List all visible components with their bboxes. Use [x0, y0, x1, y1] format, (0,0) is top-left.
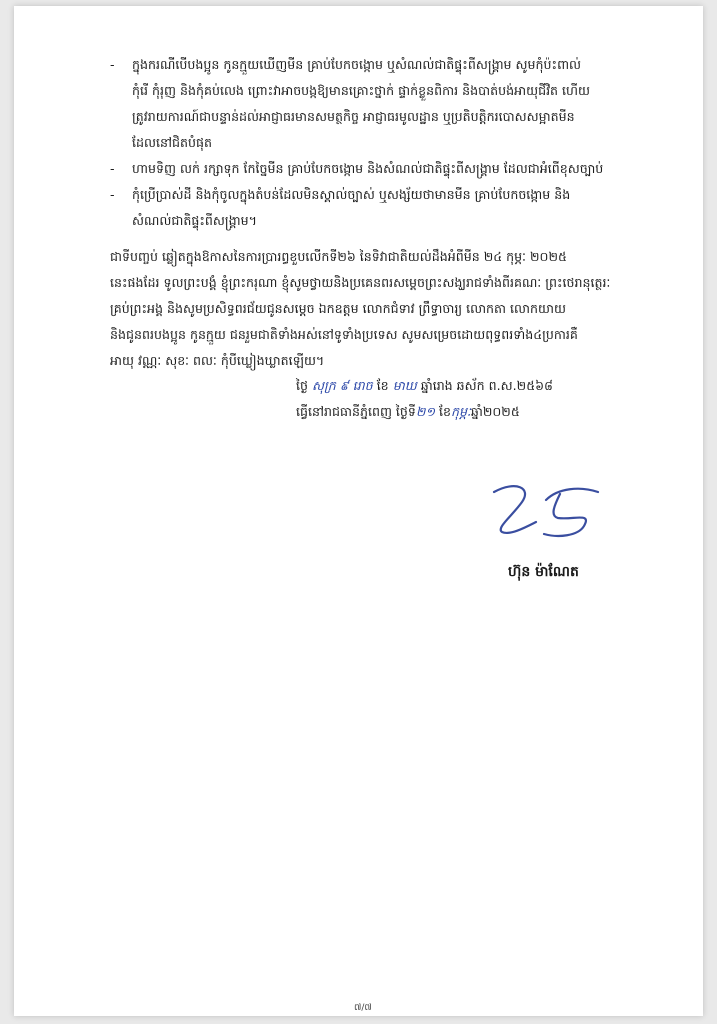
handwritten-solar-day: ២១ — [415, 404, 435, 419]
bullet-line: ហាមទិញ លក់ រក្សាទុក កែច្នៃមីន គ្រាប់បែកចង្កោម និងសំណល់ជាតិផ្ទុះពីសង្គ្រាម ដែលជាអំពើខុសច្បាប់ — [132, 161, 604, 176]
closing-line: អាយុ វណ្ណៈ សុខៈ ពលៈ កុំបីឃ្លៀងឃ្លាតឡើយ។ — [110, 353, 325, 368]
bullet-item — [110, 182, 700, 234]
page-number: ៧/៧ — [354, 1003, 372, 1013]
document-page — [14, 6, 703, 1016]
closing-line: នេះផងដែរ ទូលព្រះបង្គំ ខ្ញុំព្រះករុណា ខ្ញុំសូមថ្វាយនិងប្រគេនពរសម្តេចព្រះសង្ឃរាជទាំងពីរគណៈ ព្រះថេរានុត្ថេរៈ — [110, 275, 611, 290]
bullet-line: ត្រូវរាយការណ៍ជាបន្ទាន់ដល់អាជ្ញាធរមានសមត្ថកិច្ច អាជ្ញាធរមូលដ្ឋាន ឬប្រតិបត្តិករបោសសម្អាតមីន — [132, 109, 575, 124]
closing-line: និងជូនពរបងប្អូន កូនក្មួយ ជនរួមជាតិទាំងអស់នៅទូទាំងប្រទេស សូមសម្រេចដោយពុទ្ធពរទាំង៤ប្រការគឺ — [110, 327, 578, 342]
bullet-line: សំណល់ជាតិផ្ទុះពីសង្គ្រាម។ — [132, 213, 257, 228]
bullet-line: ក្នុងករណីបើបងប្អូន កូនក្មួយឃើញមីន គ្រាប់បែកចង្កោម ឬសំណល់ជាតិផ្ទុះពីសង្គ្រាម សូមកុំប៉ះពាល់ — [132, 57, 582, 72]
closing-line: គ្រប់ព្រះអង្គ និងសូមប្រសិទ្ធពរជ័យជូនសម្តេច ឯកឧត្តម លោកជំទាវ ព្រឹទ្ធាចារ្យ លោកតា លោកយាយ — [110, 301, 567, 316]
bullet-dash: - — [110, 187, 115, 202]
closing-paragraph — [110, 244, 700, 374]
signer-name: ហ៊ុន ម៉ាណែត — [508, 564, 579, 580]
handwritten-solar-month: កុម្ភៈ — [451, 404, 471, 419]
bullet-line: កុំរើ កុំរុញ និងកុំគប់លេង ព្រោះវាអាចបង្កឱ្យមានគ្រោះថ្នាក់ ផ្ទាក់ខ្លួនពិការ និងបាត់បង់អាយុជីវិត ហើយ — [132, 83, 591, 98]
letter-body — [110, 52, 700, 374]
lunar-date: ថ្ងៃ សុក្រ ៩ រោច ខែ មាឃ ឆ្នាំរោង ឆស័ក ព.ស.២៥៦៨ — [296, 378, 553, 393]
solar-date: ធ្វើនៅរាជធានីភ្នំពេញ ថ្ងៃទី២១ ខែកុម្ភៈឆ្នាំ២០២៥ — [296, 404, 520, 419]
bullet-dash: - — [110, 57, 115, 72]
bullet-line: ដែលនៅជិតបំផុត — [132, 135, 212, 150]
handwritten-lunar-day: សុក្រ ៩ រោច — [312, 378, 373, 393]
bullet-line: កុំប្រើប្រាស់ដី និងកុំចូលក្នុងតំបន់ដែលមិនស្គាល់ច្បាស់ ឬសង្ស័យថាមានមីន គ្រាប់បែកចង្កោម និង — [132, 187, 571, 202]
handwritten-lunar-month: មាឃ — [392, 378, 417, 393]
date-block — [296, 373, 626, 425]
bullet-dash: - — [110, 161, 115, 176]
closing-line: ជាទីបញ្ចប់ ឆ្លៀតក្នុងឱកាសនៃការប្រារព្ធខួបលើកទី២៦ នៃទិវាជាតិយល់ដឹងអំពីមីន ២៤ កុម្ភៈ ២០២៥ — [110, 249, 567, 264]
bullet-item — [110, 52, 700, 156]
signature-mark — [488, 482, 612, 542]
bullet-item — [110, 156, 700, 182]
